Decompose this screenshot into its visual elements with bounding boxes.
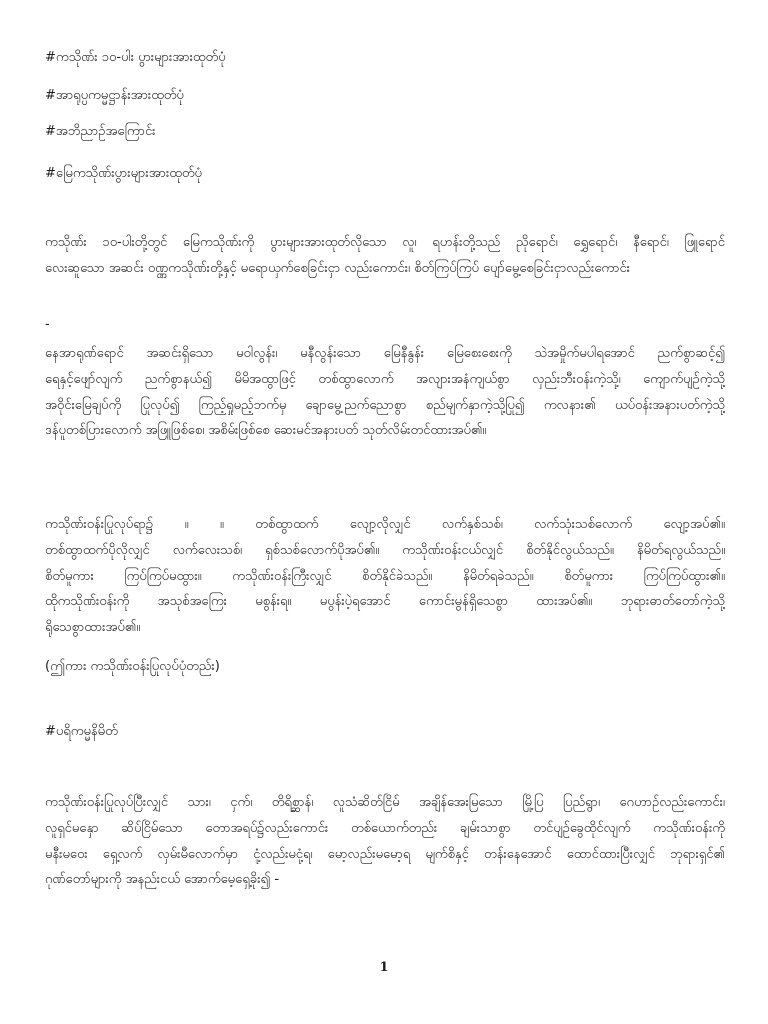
- paragraph-parikamma-practice: [45, 790, 725, 893]
- paragraph-line: ထိုကသိုဏ်းဝန်းကို အသုစ်အကြေး မစွန်းရ။ မပွန်းပဲ့ရအောင် ကောင်းမွန်ရှိသေစွာ ထားအပ်၏။ ဘုရားဓာတ်တော်ကဲ့သို့: [45, 594, 725, 610]
- paragraph-line: ကသိုဏ်းဝန်းပြုလုပ်ပြီးလျှင် သား၊ ငှက်၊ တိရိစ္ဆာန်၊ လူသံဆိတ်ငြိမ် အချိန်အေးမြသော မြို့ပြ ပြည်ရွာ၊ ဂေဟာဥ်လည်းကောင်း၊: [45, 795, 725, 810]
- paragraph-line: မနီးမဝေး ရှေ့လက် လှမ်းမီလောက်မှာ ငုံ့လည်းမငုံ့ရ၊ မော့လည်းမမော့ရ မျက်စိနှင့် တန်းနေအောင် ထောင်ထားပြီးလျှင် ဘုရားရှင်၏: [45, 846, 725, 862]
- heading-parikamma-nimitta: #ပရိကမ္မနိမိတ်: [45, 724, 118, 739]
- paragraph-line: စိတ်မူကား ကြပ်ကြပ်မထွား။ ကသိုဏ်းဝန်းကြီးလျှင် စိတ်နိုင်ခဲသည်။ နိမိတ်ရခဲသည်။ စိတ်မူကား ကြပ်ကြပ်ထွား၏။: [45, 568, 725, 584]
- heading-kasina-ten: #ကသိုဏ်း ၁၀-ပါး ပွားများအားထုတ်ပုံ: [45, 50, 226, 65]
- heading-earth-kasina: #မြေကသိုဏ်းပွားများအားထုတ်ပုံ: [45, 166, 202, 181]
- paragraph-line: ရိုသေစွာထားအပ်၏။: [45, 620, 141, 636]
- paragraph-line: ရေနှင့်ဖျော်လျက် ညက်စွာနယ်၍ မိမိအထွာဖြင့် တစ်ထွာလောက် အလျားအနံကျယ်စွာ လှည်းဘီးဝန်းကဲ့သို့၊ ကျောက်ပျဉ်ကဲ့သို့: [45, 371, 725, 387]
- paragraph-continuation-dash: -: [45, 317, 50, 332]
- paragraph-kasina-disc-size: [45, 512, 725, 641]
- paragraph-earth-kasina-intro: [45, 230, 725, 282]
- paragraph-line: လူရှင်မနှော ဆိပ်ငြိမ်သော တောအရပ်၌လည်းကောင်း တစ်ယောက်တည်း ချမ်းသာစွာ တင်ပျဉ်ခွေထိုင်လျက် ကသိုဏ်းဝန်းကို: [45, 820, 725, 836]
- paragraph-line: နေအာရုဏ်ရောင် အဆင်းရှိသော မဝါလွန်း၊ မနီလွန်းသော မြေနီနွန်း မြေစေးစေးကို သဲအမှိုက်မပါရအောင် ညက်စွာဆင့်၍: [45, 346, 725, 361]
- paragraph-kasina-disc-making: [45, 341, 725, 444]
- note-kasina-disc: (ဤကား ကသိုဏ်းဝန်းပြုလုပ်ပုံတည်း): [45, 659, 220, 674]
- paragraph-line: အဝိုင်းမြေချပ်ကို ပြုလုပ်၍ ကြည့်ရှုမည့်ဘက်မှ ချောမွေ့ညက်ညောစွာ စည်မျက်နှာကဲ့သို့ပြု၍ ကလနား၏ ယပ်ဝန်းအနားပတ်ကဲ့သို့: [45, 397, 725, 413]
- paragraph-line: ကသိုဏ်းဝန်းပြုလုပ်ရာ၌ ။ ။ တစ်ထွာထက် လျော့လိုလျှင် လက်နှစ်သစ်၊ လက်သုံးသစ်လောက် လျော့အပ်၏။: [45, 517, 725, 532]
- heading-arupa-kammatthana: #အာရုပ္ပကမ္မဋ္ဌာန်းအားထုတ်ပုံ: [45, 88, 184, 103]
- paragraph-line: ဒန်ပူတစ်ပြားလောက် အဖြူဖြစ်စေ၊ အစိမ်းဖြစ်စေ ဆေးမင်အနားပတ် သုတ်လိမ်းတင်ထားအပ်၏။: [45, 423, 487, 439]
- paragraph-line: ဂုဏ်တော်များကို အနည်းငယ် အောက်မေ့ရှေ့ခိုး၍ -: [45, 872, 280, 888]
- page-number: 1: [379, 960, 389, 975]
- heading-abhinna: #အဘိညာဉ်အကြောင်း: [45, 124, 156, 139]
- paragraph-line: တစ်ထွာထက်ပိုလိုလျှင် လက်လေးသစ်၊ ရှစ်သစ်လောက်ပိုအပ်၏။ ကသိုဏ်းဝန်းငယ်လျှင် စိတ်နိုင်လွယ်သည်။ နိမိတ်ရလွယ်သည်။: [45, 542, 725, 558]
- paragraph-line: ကသိုဏ်း ၁၀-ပါးတို့တွင် မြေကသိုဏ်းကို ပွားများအားထုတ်လိုသော လူ၊ ရဟန်းတို့သည် ညိုရောင်၊ ရွှေရောင်၊ နီရောင်၊ ဖြူရောင်: [45, 235, 725, 250]
- paragraph-line: လေးဆူသော အဆင်း ဝဏ္ဏကသိုဏ်းတို့နှင့် မရောယှက်စေခြင်းငှာ လည်းကောင်း၊ စိတ်ကြပ်ကြပ် ပျော်မွေ့စေခြင်းငှာလည်းကောင်း: [45, 260, 630, 276]
